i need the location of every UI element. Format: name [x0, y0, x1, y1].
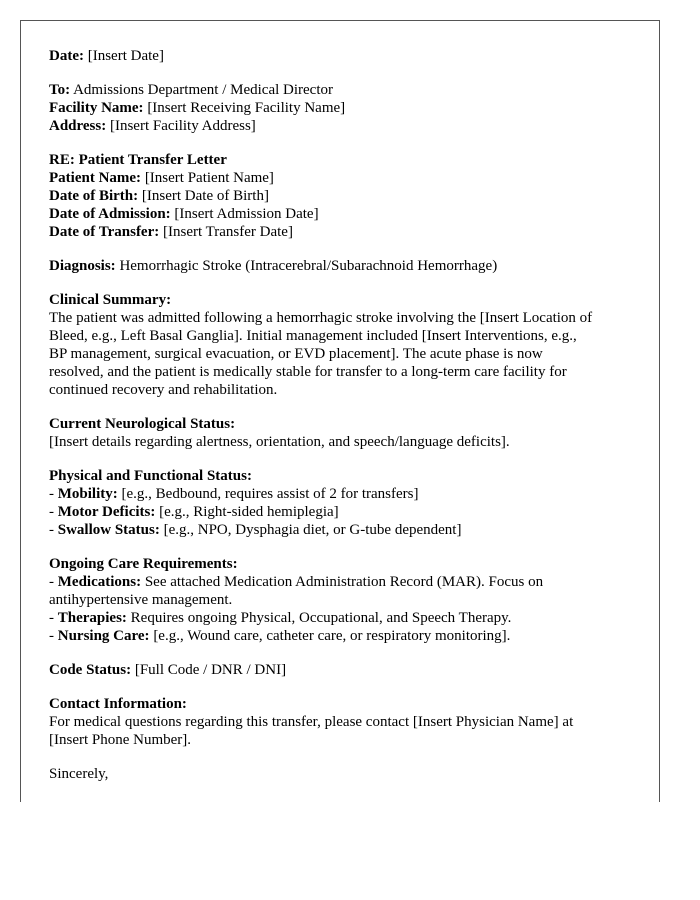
care-requirements-heading: Ongoing Care Requirements:: [49, 556, 238, 572]
swallow-status-label: Swallow Status:: [57, 522, 160, 538]
clinical-summary-heading: Clinical Summary:: [49, 292, 172, 308]
recipient-block: [49, 81, 639, 135]
re-line: [49, 151, 639, 169]
admission-date-value: [Insert Admission Date]: [174, 206, 319, 222]
nursing-care-line: [49, 627, 639, 645]
patient-name-line: [49, 169, 639, 187]
clinical-summary-line: The patient was admitted following a hemorrhagic stroke involving the [Insert Location of: [49, 310, 593, 326]
letter-body: [49, 47, 639, 799]
dob-value: [Insert Date of Birth]: [141, 188, 269, 204]
code-status-value: [Full Code / DNR / DNI]: [131, 662, 287, 678]
swallow-status-line: [49, 521, 639, 539]
address-value: [Insert Facility Address]: [109, 118, 256, 134]
functional-status-block: [49, 467, 639, 539]
list-dash: -: [49, 504, 58, 520]
closing-salutation: Sincerely,: [49, 766, 109, 782]
address-label: Address:: [49, 118, 107, 134]
facility-name-label: Facility Name:: [49, 100, 144, 116]
dob-line: [49, 187, 639, 205]
care-requirements-block: [49, 555, 639, 645]
list-dash: -: [49, 610, 58, 626]
neuro-status-text: [Insert details regarding alertness, orientation, and speech/language deficits].: [49, 434, 510, 450]
motor-deficits-line: [49, 503, 639, 521]
dob-label: Date of Birth:: [49, 188, 139, 204]
date-block: [49, 47, 639, 65]
clinical-summary-line: BP management, surgical evacuation, or EVD placement]. The acute phase is now: [49, 346, 543, 362]
list-dash: -: [49, 574, 58, 590]
clinical-summary-line: Bleed, e.g., Left Basal Ganglia]. Initial management included [Insert Interventions, e.g.,: [49, 328, 577, 344]
therapies-label: Therapies:: [57, 610, 127, 626]
contact-heading: Contact Information:: [49, 696, 187, 712]
admission-date-label: Date of Admission:: [49, 206, 171, 222]
admission-date-line: [49, 205, 639, 223]
facility-name-value: [Insert Receiving Facility Name]: [147, 100, 346, 116]
clinical-summary-line: resolved, and the patient is medically stable for transfer to a long-term care facility for: [49, 364, 567, 380]
care-requirements-heading-line: [49, 555, 639, 573]
transfer-date-value: [Insert Transfer Date]: [163, 224, 293, 240]
neuro-status-block: [49, 415, 639, 451]
contact-block: [49, 695, 639, 749]
medications-value: See attached Medication Administration Record (MAR). Focus on: [141, 574, 544, 590]
motor-deficits-value: [e.g., Right-sided hemiplegia]: [155, 504, 339, 520]
transfer-date-line: [49, 223, 639, 241]
list-dash: -: [49, 628, 58, 644]
clinical-summary-line: continued recovery and rehabilitation.: [49, 382, 278, 398]
patient-name-value: [Insert Patient Name]: [144, 170, 274, 186]
clinical-summary-block: [49, 291, 639, 399]
diagnosis-line: [49, 257, 639, 275]
diagnosis-label: Diagnosis:: [49, 258, 116, 274]
date-label: Date:: [49, 48, 84, 64]
facility-name-line: [49, 99, 639, 117]
swallow-status-value: [e.g., NPO, Dysphagia diet, or G-tube dependent]: [159, 522, 462, 538]
mobility-line: [49, 485, 639, 503]
closing-block: [49, 765, 639, 783]
nursing-care-label: Nursing Care:: [57, 628, 150, 644]
patient-name-label: Patient Name:: [49, 170, 142, 186]
nursing-care-value: [e.g., Wound care, catheter care, or respiratory monitoring].: [149, 628, 511, 644]
to-value: Admissions Department / Medical Director: [73, 82, 333, 98]
date-line: [49, 47, 639, 65]
diagnosis-value: Hemorrhagic Stroke (Intracerebral/Subarachnoid Hemorrhage): [119, 258, 498, 274]
to-line: [49, 81, 639, 99]
therapies-line: [49, 609, 639, 627]
motor-deficits-label: Motor Deficits:: [57, 504, 156, 520]
clinical-summary-heading-line: [49, 291, 639, 309]
list-dash: -: [49, 522, 58, 538]
medications-continuation: antihypertensive management.: [49, 592, 233, 608]
contact-line: For medical questions regarding this transfer, please contact [Insert Physician Name] at: [49, 714, 574, 730]
medications-line: [49, 573, 639, 591]
re-subject: RE: Patient Transfer Letter: [49, 152, 227, 168]
mobility-value: [e.g., Bedbound, requires assist of 2 for transfers]: [117, 486, 419, 502]
to-label: To:: [49, 82, 71, 98]
neuro-status-heading-line: [49, 415, 639, 433]
code-status-block: [49, 661, 639, 679]
diagnosis-block: [49, 257, 639, 275]
neuro-status-heading: Current Neurological Status:: [49, 416, 236, 432]
contact-line: [Insert Phone Number].: [49, 732, 192, 748]
transfer-date-label: Date of Transfer:: [49, 224, 160, 240]
code-status-line: [49, 661, 639, 679]
patient-block: [49, 151, 639, 241]
code-status-label: Code Status:: [49, 662, 132, 678]
contact-heading-line: [49, 695, 639, 713]
list-dash: -: [49, 486, 58, 502]
address-line: [49, 117, 639, 135]
functional-status-heading: Physical and Functional Status:: [49, 468, 252, 484]
therapies-value: Requires ongoing Physical, Occupational, and Speech Therapy.: [126, 610, 512, 626]
mobility-label: Mobility:: [57, 486, 118, 502]
functional-status-heading-line: [49, 467, 639, 485]
medications-label: Medications:: [57, 574, 142, 590]
date-value: [Insert Date]: [87, 48, 164, 64]
